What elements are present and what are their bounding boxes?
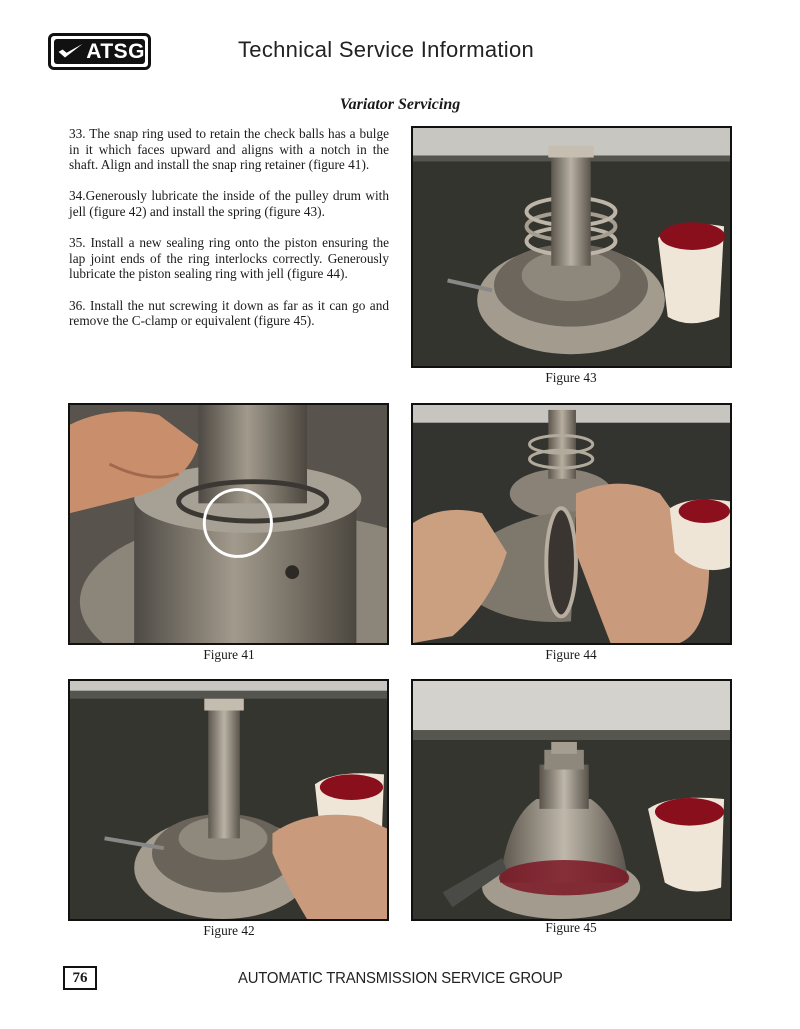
figure-42-photo <box>68 679 389 921</box>
footer-organization: AUTOMATIC TRANSMISSION SERVICE GROUP <box>238 970 563 987</box>
figure-45-photo <box>411 679 732 921</box>
figure-42-caption: Figure 42 <box>203 923 255 938</box>
figure-41-photo <box>68 403 389 645</box>
page-number: 76 <box>63 966 97 990</box>
step-33: 33. The snap ring used to retain the check balls has a bulge in it which faces upward and aligns with a notch in the shaft. Align and install the snap ring retainer (figure 41). <box>69 126 389 173</box>
figure-43-photo <box>411 126 732 368</box>
logo-text: ATSG <box>86 39 145 63</box>
page-header-title: Technical Service Information <box>238 37 535 62</box>
step-35: 35. Install a new sealing ring onto the piston ensuring the lap joint ends of the ring interlocks correctly. Generously lubricate the piston sealing ring with jell (figure 44). <box>69 235 389 282</box>
figure-41-caption: Figure 41 <box>203 647 255 662</box>
section-title: Variator Servicing <box>339 96 461 113</box>
figure-44-caption: Figure 44 <box>545 647 597 662</box>
figure-44-photo <box>411 403 732 645</box>
figure-43-caption: Figure 43 <box>545 370 597 385</box>
step-36: 36. Install the nut screwing it down as far as it can go and remove the C-clamp or equivalent (figure 45). <box>69 297 389 329</box>
atsg-logo <box>48 33 151 70</box>
atsg-checkmark-logo-icon <box>57 39 84 64</box>
figure-45-caption: Figure 45 <box>545 920 597 935</box>
step-34: 34.Generously lubricate the inside of the pulley drum with jell (figure 42) and install the spring (figure 43). <box>69 188 389 219</box>
instructions-text <box>69 126 389 344</box>
